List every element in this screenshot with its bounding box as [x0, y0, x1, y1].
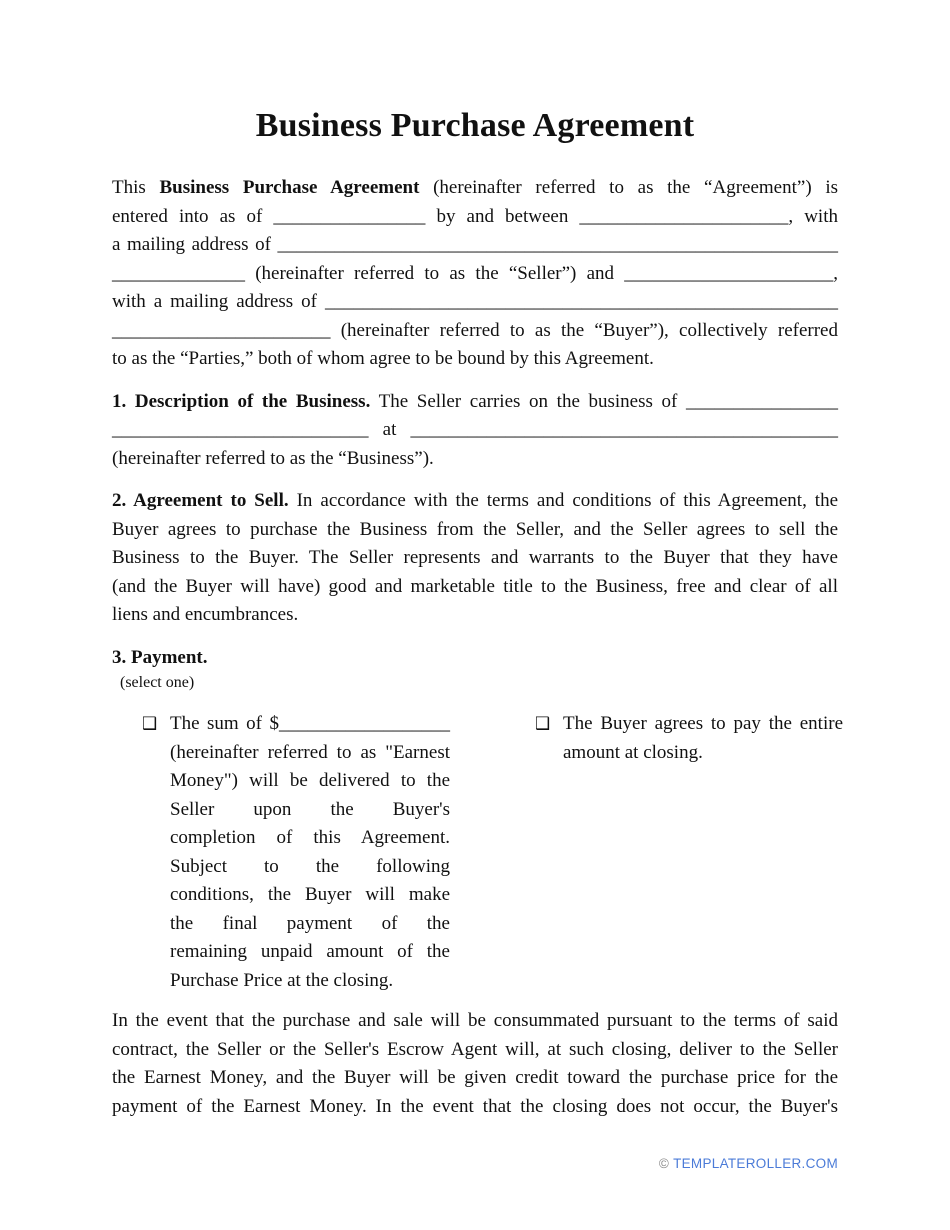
text-line — [112, 174, 838, 203]
checkbox-icon[interactable]: ❑ — [142, 714, 158, 734]
payment-option-earnest-money-text — [170, 710, 450, 995]
text-line: Seller upon the Buyer's — [170, 798, 450, 820]
checkbox-icon[interactable]: ❑ — [535, 714, 551, 734]
copyright-icon: © — [658, 1156, 670, 1171]
document-title: Business Purchase Agreement — [255, 107, 695, 144]
intro-paragraph — [112, 174, 838, 374]
document-content — [112, 104, 843, 1173]
text-line: The sum of $__________________ — [170, 713, 450, 734]
text-line: ___________________________ at _____________________________________________ — [112, 419, 838, 440]
section-3-payment-heading: 3. Payment. — [112, 646, 208, 668]
text-line: In the event that the purchase and sale will be consummated pursuant to the terms of said — [112, 1010, 838, 1031]
text-line: ______________ (hereinafter referred to as the “Seller”) and ______________________, — [112, 262, 838, 284]
text-line: a mailing address of ___________________________________________________________ — [112, 234, 838, 255]
text-line: the final payment of the — [170, 912, 450, 934]
text-segment: Business Purchase Agreement — [159, 177, 420, 198]
text-line — [112, 388, 838, 417]
payment-option-full-at-closing-text — [563, 710, 843, 767]
text-line: Money") will be delivered to the — [170, 770, 450, 791]
section-2-agreement-to-sell-paragraph — [112, 487, 838, 630]
section-1-description-paragraph — [112, 388, 838, 474]
text-line: (hereinafter referred to as the “Business”). — [112, 447, 434, 469]
payment-option-full-at-closing — [535, 710, 843, 767]
text-segment: This — [112, 177, 160, 198]
select-one-note: (select one) — [120, 674, 195, 691]
text-segment: (hereinafter referred to as the “Agreement”) is — [419, 177, 839, 198]
text-line: Purchase Price at the closing. — [170, 969, 394, 991]
text-line: Subject to the following — [170, 855, 450, 877]
text-line: The Buyer agrees to pay the entire — [563, 713, 843, 734]
text-line — [112, 487, 838, 516]
text-line: the Earnest Money, and the Buyer will be given credit toward the purchase price for the — [112, 1067, 838, 1088]
text-line: Buyer agrees to purchase the Business from the Seller, and the Seller agrees to sell the — [112, 518, 838, 540]
text-line: remaining unpaid amount of the — [170, 941, 450, 962]
text-line: (and the Buyer will have) good and marketable title to the Business, free and clear of all — [112, 575, 838, 597]
text-line: payment of the Earnest Money. In the event that the closing does not occur, the Buyer's — [112, 1095, 838, 1117]
page-footer — [112, 1155, 838, 1173]
payment-option-earnest-money — [142, 710, 450, 995]
text-line: _______________________ (hereinafter referred to as the “Buyer”), collectively referred — [112, 319, 838, 341]
text-segment: In accordance with the terms and conditions of this Agreement, the — [288, 490, 839, 511]
text-line: Business to the Buyer. The Seller represents and warrants to the Buyer that they have — [112, 547, 838, 568]
text-segment: 1. Description of the Business. — [112, 390, 371, 412]
payment-options — [112, 710, 843, 995]
earnest-money-closing-paragraph — [112, 1007, 838, 1121]
text-line: entered into as of ________________ by and between ______________________, with — [112, 205, 838, 227]
text-line: with a mailing address of ______________________________________________________ — [112, 291, 838, 312]
text-line: liens and encumbrances. — [112, 604, 299, 625]
text-line: (hereinafter referred to as "Earnest — [170, 741, 450, 763]
text-line: to as the “Parties,” both of whom agree to be bound by this Agreement. — [112, 348, 654, 369]
footer-site-link[interactable]: TEMPLATEROLLER.COM — [673, 1156, 838, 1171]
text-segment: 2. Agreement to Sell. — [112, 490, 289, 511]
text-line: completion of this Agreement. — [170, 827, 450, 848]
text-line: contract, the Seller or the Seller's Escrow Agent will, at such closing, deliver to the Seller — [112, 1038, 838, 1060]
text-segment: The Seller carries on the business of ________________ — [370, 390, 839, 412]
text-line: amount at closing. — [563, 741, 703, 763]
text-line: conditions, the Buyer will make — [170, 884, 450, 905]
